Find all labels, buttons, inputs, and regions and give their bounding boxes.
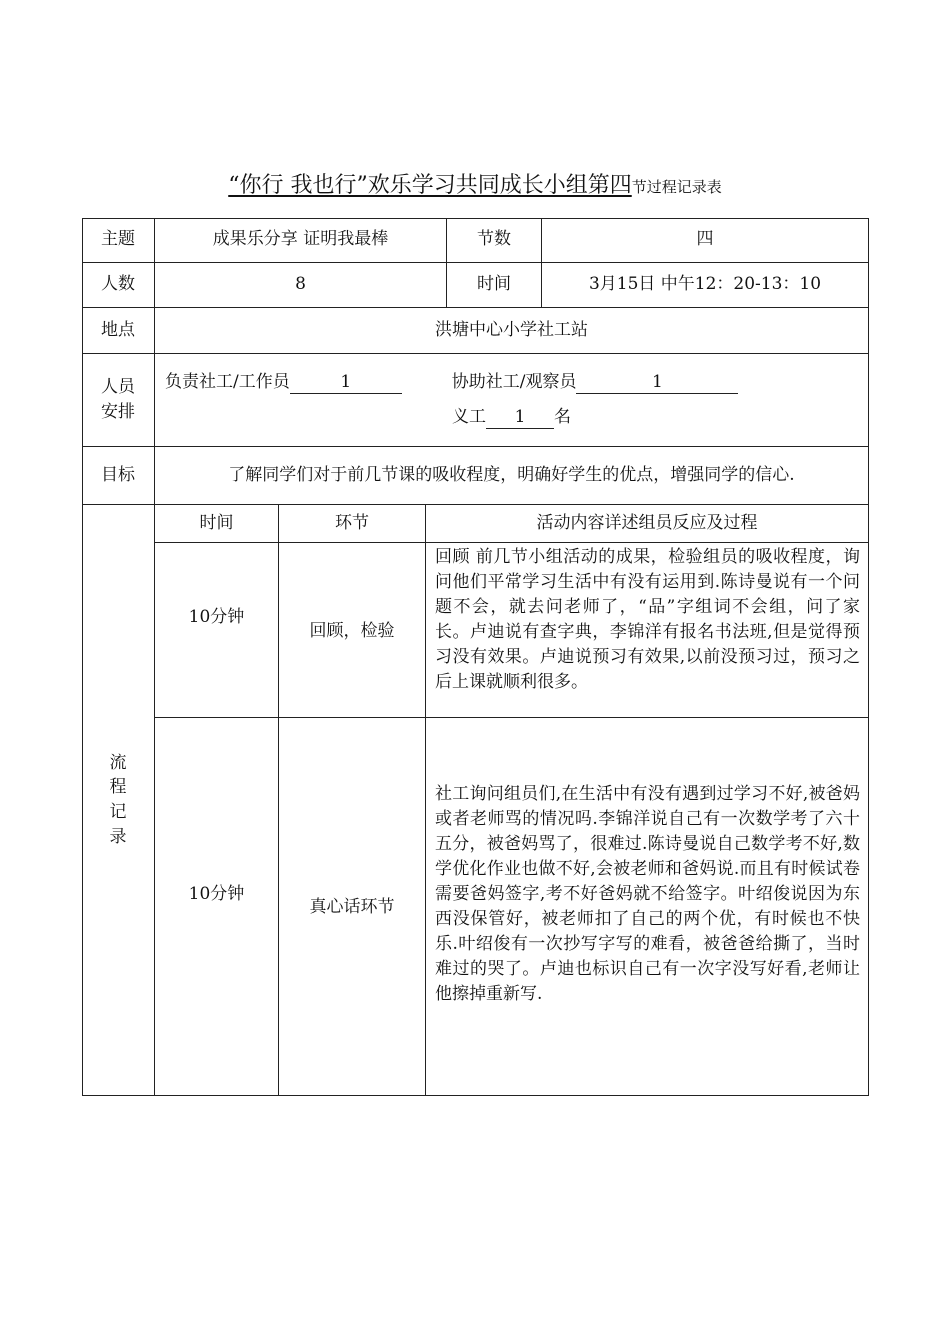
place-value: 洪塘中心小学社工站 bbox=[155, 308, 869, 354]
people-label: 人数 bbox=[82, 263, 155, 308]
header-section: 环节 bbox=[279, 505, 426, 543]
header-time: 时间 bbox=[155, 505, 279, 543]
assist-worker-value: 1 bbox=[576, 371, 738, 394]
title-suffix: 节过程记录表 bbox=[631, 178, 722, 196]
theme-value: 成果乐分享 证明我最棒 bbox=[155, 218, 447, 263]
assist-worker-label: 协助社工/观察员 bbox=[451, 371, 577, 392]
header-content: 活动内容详述组员反应及过程 bbox=[426, 505, 869, 543]
item-2-content: 社工询问组员们,在生活中有没有遇到过学习不好,被爸妈或者老师骂的情况吗.李锦洋说自己有一次数学考了六十五分，被爸妈骂了，很难过.陈诗曼说自己数学考不好,数学优化作业也做不好,会被老师和爸妈说.而且有时候试卷需要爸妈签字,考不好爸妈就不给签字。叶绍俊说因为东西没保管好，被老师扣了自己的两个优，有时候也不快乐.叶绍俊有一次抄写字写的难看，被爸爸给撕了，当时难过的哭了。卢迪也标识自己有一次字没写好看,老师让他擦掉重新写. bbox=[426, 718, 869, 1096]
process-label bbox=[82, 505, 155, 1096]
item-1-time: 10分钟 bbox=[155, 543, 279, 718]
volunteer-unit: 名 bbox=[554, 407, 571, 427]
item-1-section: 回顾，检验 bbox=[279, 543, 426, 718]
item-2-section: 真心话环节 bbox=[279, 718, 426, 1096]
record-table bbox=[82, 218, 869, 1096]
time-value: 3月15日 中午12：20-13：10 bbox=[542, 263, 869, 308]
theme-label: 主题 bbox=[82, 218, 155, 263]
place-label: 地点 bbox=[82, 308, 155, 354]
time-label: 时间 bbox=[447, 263, 542, 308]
item-1-content: 回顾 前几节小组活动的成果，检验组员的吸收程度，询问他们平常学习生活中有没有运用到.陈诗曼说有一个问题不会，就去问老师了，“品”字组词不会组，问了家长。卢迪说有查字典，李锦洋有报名书法班,但是觉得预习没有效果。卢迪说预习有效果,以前没预习过，预习之后上课就顺利很多。 bbox=[426, 543, 869, 718]
process-label-char: 记 bbox=[109, 802, 127, 822]
process-label-char: 程 bbox=[109, 777, 127, 798]
document-title bbox=[0, 168, 950, 199]
goal-value: 了解同学们对于前几节课的吸收程度，明确好学生的优点，增强同学的信心. bbox=[155, 447, 869, 505]
staff-label-line1: 人员 bbox=[101, 377, 135, 398]
staff-label-line2: 安排 bbox=[101, 402, 135, 422]
staff-arrangement bbox=[155, 354, 869, 447]
session-value: 四 bbox=[542, 218, 869, 263]
title-main: “你行 我也行”欢乐学习共同成长小组第四 bbox=[228, 173, 632, 198]
process-label-char: 录 bbox=[109, 826, 127, 847]
staff-label bbox=[82, 354, 155, 447]
goal-label: 目标 bbox=[82, 447, 155, 505]
volunteer-label: 义工 bbox=[452, 407, 486, 427]
people-value: 8 bbox=[155, 263, 447, 308]
lead-worker-value: 1 bbox=[290, 371, 402, 394]
item-2-time: 10分钟 bbox=[155, 718, 279, 1096]
process-label-char: 流 bbox=[109, 752, 127, 773]
lead-worker-label: 负责社工/工作员 bbox=[165, 371, 290, 392]
volunteer-value: 1 bbox=[486, 406, 554, 429]
session-label: 节数 bbox=[447, 218, 542, 263]
